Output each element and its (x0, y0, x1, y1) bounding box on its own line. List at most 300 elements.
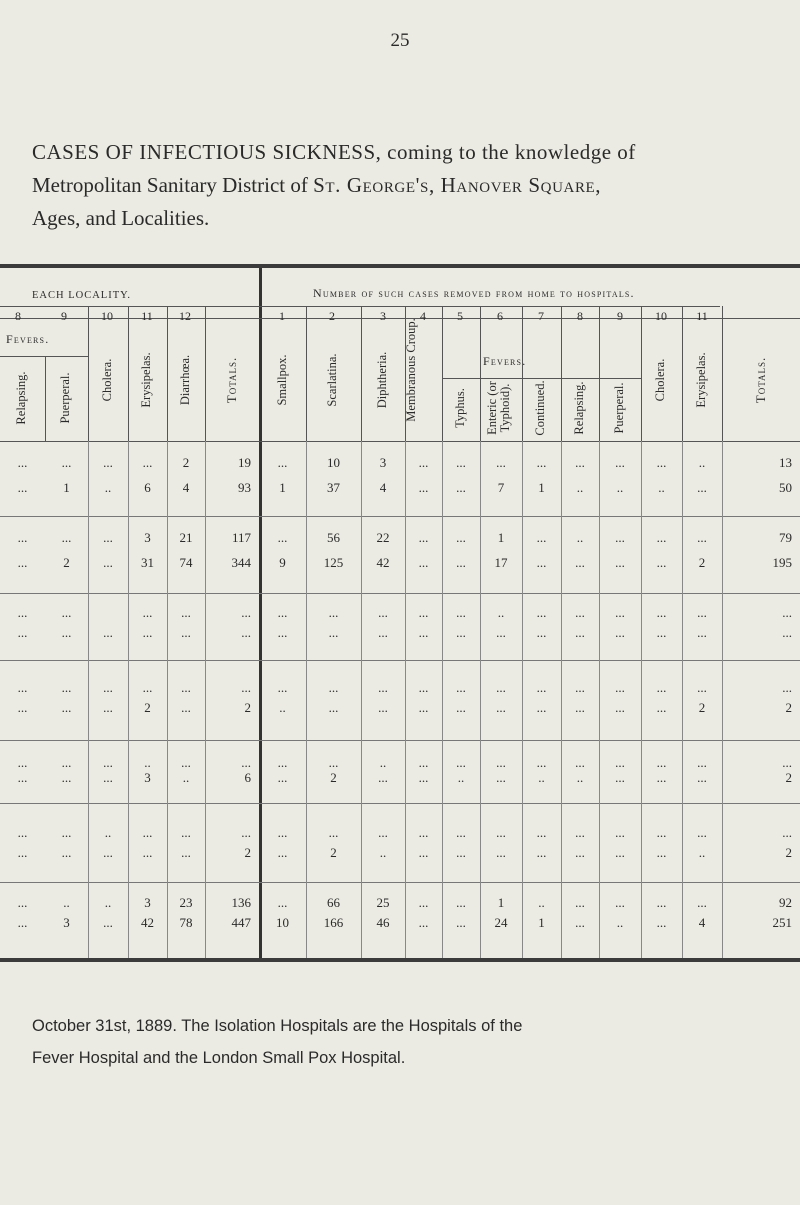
table-cell: .. (63, 895, 70, 910)
table-cell: ... (418, 480, 429, 495)
table-cell: .. (497, 605, 505, 620)
table-cell: ... (418, 625, 429, 640)
table-cell: ... (241, 755, 251, 770)
table-cell: ... (536, 605, 547, 620)
table-cell: ... (17, 555, 28, 570)
table-cell: ... (496, 825, 506, 840)
table-cell: ... (575, 845, 585, 860)
table-cell: ... (456, 530, 466, 545)
table-cell: ... (456, 700, 466, 715)
table-cell: ... (615, 755, 625, 770)
table-cell: ... (615, 530, 625, 545)
table-cell: 24 (494, 915, 508, 930)
table-cell: ... (456, 480, 466, 495)
table-cell: ... (656, 755, 667, 770)
heading-line-2: Metropolitan Sanitary District of St. George's, Hanover Square, (32, 173, 602, 197)
column-heading-right: Smallpox. (275, 354, 289, 406)
table-cell: 1 (497, 895, 505, 910)
row-group-rule (0, 660, 800, 661)
table-cell: .. (279, 700, 286, 715)
right-column-number: 6 (497, 309, 503, 323)
table-cell: 25 (376, 895, 390, 910)
table-cell: 50 (779, 480, 792, 495)
table-cell: ... (656, 455, 667, 470)
table-cell: ... (615, 895, 625, 910)
table-cell: ... (328, 700, 339, 715)
table-cell: 2 (698, 555, 706, 570)
table-cell: ... (575, 755, 585, 770)
table-cell: ... (103, 845, 113, 860)
table-cell: ... (697, 605, 707, 620)
table-cell: ... (61, 680, 72, 695)
table-cell: ... (536, 625, 547, 640)
table-cell: ... (181, 825, 191, 840)
table-cell: ... (697, 625, 707, 640)
right-column-number: 3 (380, 309, 386, 323)
column-heading-right: Continued. (533, 380, 547, 436)
table-cell: ... (782, 680, 792, 695)
footnote (32, 1010, 782, 1074)
header-column-line (561, 306, 562, 441)
table-cell: 19 (238, 455, 251, 470)
table-cell: ... (456, 755, 466, 770)
table-bottom-rule (0, 958, 800, 962)
table-cell: 17 (494, 555, 508, 570)
table-cell: 344 (231, 555, 251, 570)
table-cell: .. (576, 530, 584, 545)
table-cell: ... (103, 625, 113, 640)
table-cell: ... (418, 770, 429, 785)
footnote-line-1: October 31st, 1889. The Isolation Hospitals are the Hospitals of the (32, 1017, 523, 1035)
table-cell: ... (277, 895, 288, 910)
table-cell: 4 (182, 480, 190, 495)
column-heading-right: Diphtheria. (375, 351, 389, 409)
table-cell: ... (615, 605, 625, 620)
table-cell: ... (181, 700, 191, 715)
table-cell: ... (615, 700, 625, 715)
table-cell: 4 (379, 480, 387, 495)
header-column-line (45, 356, 46, 441)
table-cell: ... (456, 915, 466, 930)
table-cell: ... (615, 845, 625, 860)
row-group-rule (0, 882, 800, 883)
table-cell: ... (241, 625, 251, 640)
right-column-number: 9 (617, 309, 623, 323)
header-column-line (722, 306, 723, 441)
table-cell: ... (328, 625, 339, 640)
table-cell: 117 (231, 530, 251, 545)
table-cell: 2 (144, 700, 151, 715)
table-cell: ... (277, 755, 288, 770)
table-cell: ... (17, 755, 28, 770)
right-fevers-label: Fevers. (483, 354, 527, 368)
table-cell: ... (103, 455, 113, 470)
table-cell: ... (17, 605, 28, 620)
table-cell: ... (536, 825, 547, 840)
header-column-line (205, 306, 206, 441)
table-cell: ... (615, 770, 625, 785)
header-rule-1 (0, 306, 720, 307)
table-cell: ... (536, 455, 547, 470)
page-heading (32, 136, 777, 235)
table-cell: 93 (238, 480, 251, 495)
table-cell: 2 (182, 455, 190, 470)
table-cell: ... (378, 605, 388, 620)
header-rule-2 (0, 318, 800, 319)
header-column-line (682, 306, 683, 441)
column-heading-right: Typhus. (453, 388, 467, 428)
table-cell: ... (697, 895, 707, 910)
table-cell: ... (61, 755, 72, 770)
table-cell: .. (538, 770, 545, 785)
table-cell: ... (17, 680, 28, 695)
table-cell: ... (378, 825, 388, 840)
table-cell: 166 (323, 915, 344, 930)
table-cell: ... (575, 455, 585, 470)
table-cell: 42 (376, 555, 390, 570)
table-cell: ... (277, 530, 288, 545)
left-column-number: 11 (141, 309, 153, 323)
table-cell: ... (277, 845, 288, 860)
table-cell: ... (697, 825, 707, 840)
table-cell: ... (697, 480, 707, 495)
table-cell: ... (241, 680, 251, 695)
table-cell: ... (378, 625, 388, 640)
table-cell: 2 (330, 845, 337, 860)
table-cell: ... (575, 825, 585, 840)
column-heading-left: Relapsing. (14, 371, 28, 425)
table-cell: 92 (779, 895, 792, 910)
table-cell: 3 (144, 895, 151, 910)
table-cell: .. (182, 770, 190, 785)
left-column-number: 8 (15, 309, 21, 323)
table-cell: ... (103, 755, 113, 770)
column-heading-right: Scarlatina. (325, 353, 339, 407)
table-cell: .. (379, 845, 387, 860)
table-cell: ... (103, 555, 113, 570)
table-cell: 195 (772, 555, 792, 570)
table-cell: 22 (376, 530, 390, 545)
table-cell: ... (17, 625, 28, 640)
row-group-rule (0, 803, 800, 804)
table-cell: ... (142, 455, 153, 470)
table-cell: 136 (231, 895, 251, 910)
table-cell: 3 (63, 915, 70, 930)
header-column-line (641, 306, 642, 441)
table-cell: 31 (141, 555, 154, 570)
table-cell: ... (103, 680, 113, 695)
header-column-line (522, 306, 523, 441)
table-cell: 42 (141, 915, 154, 930)
table-cell: ... (61, 825, 72, 840)
table-cell: 1 (538, 915, 545, 930)
table-cell: ... (181, 680, 191, 695)
table-cell: ... (496, 625, 506, 640)
table-cell: ... (615, 825, 625, 840)
row-group-rule (0, 516, 800, 517)
table-cell: ... (496, 680, 506, 695)
table-cell: ... (615, 680, 625, 695)
table-cell: 447 (231, 915, 251, 930)
column-heading-left: Puerperal. (58, 372, 72, 424)
table-cell: ... (277, 625, 288, 640)
table-cell: ... (17, 845, 28, 860)
table-cell: ... (17, 530, 28, 545)
page-number: 25 (390, 30, 410, 51)
table-cell: ... (656, 605, 667, 620)
table-cell: 1 (279, 480, 286, 495)
table-cell: ... (575, 895, 585, 910)
header-column-line (128, 306, 129, 441)
header-column-line (88, 306, 89, 441)
table-cell: ... (181, 755, 191, 770)
table-cell: 4 (698, 915, 706, 930)
table-cell: .. (144, 755, 151, 770)
table-cell: ... (418, 825, 429, 840)
table-cell: ... (656, 915, 667, 930)
table-cell: ... (328, 680, 339, 695)
table-cell: ... (418, 555, 429, 570)
right-column-number: 11 (696, 309, 708, 323)
table-cell: ... (277, 680, 288, 695)
table-cell: ... (418, 605, 429, 620)
left-column-number: 9 (61, 309, 67, 323)
table-cell: ... (536, 530, 547, 545)
table-cell: ... (418, 895, 429, 910)
header-column-line (306, 306, 307, 441)
table-cell: ... (782, 755, 792, 770)
heading-line-3: Ages, and Localities. (32, 206, 210, 230)
table-cell: 2 (785, 770, 792, 785)
table-cell: ... (418, 700, 429, 715)
table-cell: ... (61, 625, 72, 640)
table-cell: .. (576, 770, 584, 785)
table-cell: ... (241, 825, 251, 840)
table-cell: 1 (63, 480, 70, 495)
table-cell: ... (181, 605, 191, 620)
table-cell: ... (575, 625, 585, 640)
table-cell: 13 (779, 455, 792, 470)
table-cell: .. (457, 770, 465, 785)
table-cell: 9 (279, 555, 286, 570)
table-cell: ... (536, 555, 547, 570)
table-cell: ... (328, 755, 339, 770)
column-heading-right: Enteric (or Typhoid). (485, 381, 512, 435)
table-cell: ... (697, 755, 707, 770)
table-cell: ... (496, 755, 506, 770)
header-column-line (480, 306, 481, 441)
table-cell: ... (656, 680, 667, 695)
table-cell: ... (656, 555, 667, 570)
header-column-line (442, 306, 443, 441)
table-cell: 23 (179, 895, 193, 910)
table-cell: ... (241, 605, 251, 620)
table-cell: ... (456, 625, 466, 640)
table-cell: 2 (244, 700, 251, 715)
table-cell: 125 (323, 555, 344, 570)
table-cell: ... (456, 825, 466, 840)
table-cell: ... (456, 455, 466, 470)
table-cell: ... (378, 680, 388, 695)
table-cell: ... (575, 605, 585, 620)
table-cell: ... (456, 605, 466, 620)
left-column-number: 12 (179, 309, 191, 323)
table-cell: ... (418, 455, 429, 470)
table-cell: 3 (144, 530, 151, 545)
table-cell: .. (698, 845, 706, 860)
table-cell: ... (456, 845, 466, 860)
table-cell: ... (536, 700, 547, 715)
table-cell: 37 (327, 480, 340, 495)
table-cell: 2 (244, 845, 251, 860)
table-cell: ... (103, 700, 113, 715)
table-cell: ... (103, 915, 113, 930)
table-cell: ... (615, 625, 625, 640)
column-heading-right: Membranous Croup. (404, 318, 418, 422)
table-cell: .. (576, 480, 584, 495)
left-column-number: 10 (101, 309, 113, 323)
table-cell: ... (61, 605, 72, 620)
table-cell: ... (536, 845, 547, 860)
table-cell: ... (656, 845, 667, 860)
right-column-number: 4 (420, 309, 426, 323)
table-cell: ... (418, 845, 429, 860)
table-cell: ... (656, 895, 667, 910)
table-cell: ... (496, 455, 506, 470)
table-cell: ... (17, 915, 28, 930)
table-cell: 21 (179, 530, 193, 545)
table-cell: ... (17, 700, 28, 715)
table-cell: ... (536, 755, 547, 770)
header-column-line (167, 306, 168, 441)
table-cell: ... (496, 845, 506, 860)
table-cell: ... (61, 530, 72, 545)
table-cell: ... (656, 625, 667, 640)
table-cell: ... (536, 680, 547, 695)
table-cell: ... (456, 680, 466, 695)
column-heading-right: Puerperal. (612, 382, 626, 434)
table-cell: 1 (497, 530, 505, 545)
table-cell: ... (697, 770, 707, 785)
table-cell: ... (61, 770, 72, 785)
table-cell: ... (782, 825, 792, 840)
left-fevers-rule (0, 356, 88, 357)
table-cell: 251 (772, 915, 792, 930)
right-column-number: 10 (655, 309, 667, 323)
table-cell: 2 (785, 845, 792, 860)
table-cell: ... (142, 605, 153, 620)
table-cell: ... (615, 455, 625, 470)
table-cell: ... (103, 530, 113, 545)
table-cell: .. (104, 825, 112, 840)
table-cell: 56 (327, 530, 340, 545)
table-cell: 74 (179, 555, 193, 570)
table-cell: .. (104, 480, 112, 495)
table-cell: ... (61, 700, 72, 715)
table-cell: .. (698, 455, 706, 470)
header-rule-3 (0, 441, 800, 442)
table-cell: 46 (376, 915, 390, 930)
table-cell: 6 (144, 480, 151, 495)
table-cell: ... (782, 605, 792, 620)
table-cell: ... (142, 845, 153, 860)
table-cell: ... (456, 555, 466, 570)
left-group-title: EACH LOCALITY. (32, 290, 131, 301)
table-cell: ... (17, 895, 28, 910)
table-cell: ... (496, 770, 506, 785)
table-cell: 2 (698, 700, 706, 715)
table-cell: 1 (538, 480, 545, 495)
table-cell: ... (17, 480, 28, 495)
table-cell: ... (277, 770, 288, 785)
table-cell: .. (538, 895, 545, 910)
right-column-number: 8 (577, 309, 583, 323)
table-cell: ... (418, 915, 429, 930)
table-cell: ... (456, 895, 466, 910)
table-cell: ... (328, 825, 339, 840)
table-cell: ... (142, 625, 153, 640)
heading-line-1: CASES OF INFECTIOUS SICKNESS, coming to the knowledge of (32, 140, 636, 164)
column-heading-right: Relapsing. (572, 381, 586, 435)
table-cell: ... (17, 825, 28, 840)
table-cell: ... (103, 770, 113, 785)
header-column-line (361, 306, 362, 441)
table-cell: ... (615, 555, 625, 570)
column-heading-right: Cholera. (653, 358, 667, 402)
table-cell: ... (697, 680, 707, 695)
table-cell: 2 (785, 700, 792, 715)
table-cell: 10 (327, 455, 340, 470)
column-heading-left: Diarrhœa. (178, 354, 192, 406)
right-group-title: Number of such cases removed from home to hospitals. (313, 286, 635, 300)
table-cell: ... (575, 915, 585, 930)
row-group-rule (0, 740, 800, 741)
table-cell: ... (697, 530, 707, 545)
table-cell: ... (656, 530, 667, 545)
table-cell: .. (658, 480, 665, 495)
right-column-number: 7 (538, 309, 544, 323)
table-cell: ... (378, 770, 388, 785)
footnote-line-2: Fever Hospital and the London Small Pox Hospital. (32, 1049, 406, 1067)
table-cell: 2 (63, 555, 70, 570)
table-cell: ... (277, 825, 288, 840)
table-top-rule (0, 264, 800, 268)
column-heading-left: Erysipelas. (139, 352, 153, 408)
table-cell: ... (656, 770, 667, 785)
table-cell: .. (379, 755, 387, 770)
table-cell: 7 (497, 480, 505, 495)
table-cell: .. (616, 915, 624, 930)
table-cell: ... (181, 845, 191, 860)
table-cell: ... (181, 625, 191, 640)
table-cell: ... (656, 700, 667, 715)
table-cell: ... (378, 700, 388, 715)
table-cell: 3 (379, 455, 387, 470)
table-cell: ... (575, 680, 585, 695)
table-cell: ... (496, 700, 506, 715)
table-cell: ... (782, 625, 792, 640)
row-group-rule (0, 593, 800, 594)
table-cell: ... (575, 700, 585, 715)
table-cell: ... (61, 845, 72, 860)
table-cell: ... (418, 755, 429, 770)
table-cell: 10 (276, 915, 289, 930)
table-cell: ... (575, 555, 585, 570)
right-column-number: 5 (457, 309, 463, 323)
table-cell: ... (17, 455, 28, 470)
right-column-number: 2 (329, 309, 335, 323)
column-heading-right: Erysipelas. (694, 352, 708, 408)
